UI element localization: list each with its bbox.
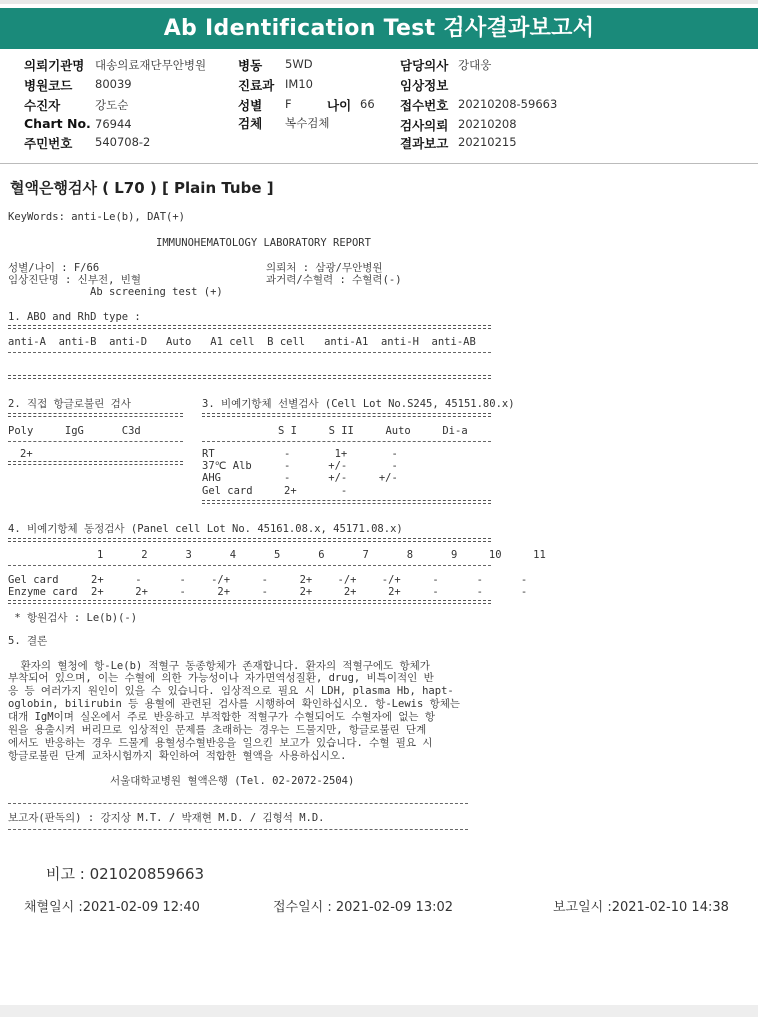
- screening-row-label: RT: [202, 448, 215, 460]
- screening-row-values: - +/- -: [284, 460, 398, 472]
- screening-row-label: Gel card: [202, 485, 253, 497]
- patient-label: 수진자: [24, 98, 61, 113]
- conclusion-line: 부착되어 있으며, 이는 수혈에 의한 가능성이나 자가면역성질환, drug, 비특이적인 반: [8, 672, 434, 684]
- divider: [202, 413, 491, 417]
- clinical-diagnosis: 임상진단명 : 신부전, 빈혈: [8, 274, 142, 286]
- conclusion-line: 에서도 반응하는 경우 드물게 용혈성수혈반응을 일으킨 보고가 있습니다. 수혈 필요 시: [8, 737, 433, 749]
- result-date-label: 결과보고: [400, 136, 449, 151]
- lab-name: 서울대학교병원 혈액은행 (Tel. 02-2072-2504): [110, 775, 355, 787]
- chart-no-value: 76944: [95, 117, 132, 131]
- request-date-label: 검사의뢰: [400, 118, 449, 133]
- doctor-label: 담당의사: [400, 58, 449, 73]
- divider: [8, 829, 468, 830]
- transfusion-history: 과거력/수혈력 : 수혈력(-): [266, 274, 402, 286]
- result-date-value: 20210215: [458, 135, 517, 149]
- panel-row-label: Enzyme card: [8, 586, 78, 598]
- reporter: 보고자(판독의) : 강지상 M.T. / 박재현 M.D. / 김형석 M.D.: [8, 812, 325, 824]
- receipt-no-value: 20210208-59663: [458, 97, 558, 111]
- conclusion-title: 5. 결론: [8, 635, 48, 647]
- requester: 의뢰처 : 삼광/무안병원: [266, 262, 383, 274]
- divider: [8, 441, 183, 442]
- conclusion-line: 환자의 혈청에 항-Le(b) 적혈구 동종항체가 존재합니다. 환자의 적혈구에도 항체가: [8, 660, 430, 672]
- divider: [8, 352, 491, 353]
- keywords: KeyWords: anti-Le(b), DAT(+): [8, 211, 186, 223]
- abo-headers: anti-A anti-B anti-D Auto A1 cell B cell anti-A1 anti-H anti-AB: [8, 336, 476, 348]
- conclusion-line: 응 등 여러가지 원인이 있을 수 있습니다. 임상적으로 필요 시 LDH, plasma Hb, hapt-: [8, 685, 454, 697]
- sex-label: 성별: [238, 98, 263, 113]
- screening-headers: S I S II Auto Di-a: [278, 425, 468, 437]
- panel-row-values: 2+ - - -/+ - 2+ -/+ -/+ - - -: [91, 574, 528, 586]
- clinical-diagnosis-2: Ab screening test (+): [90, 286, 223, 298]
- divider: [202, 441, 491, 442]
- ward-value: 5WD: [285, 57, 313, 71]
- dept-label: 진료과: [238, 78, 275, 93]
- panel-row-label: Gel card: [8, 574, 59, 586]
- clinical-info-label: 임상정보: [400, 78, 449, 93]
- panel-columns: 1 2 3 4 5 6 7 8 9 10 11: [97, 549, 546, 561]
- screening-title: 3. 비예기항체 선별검사 (Cell Lot No.S245, 45151.80.x): [202, 398, 515, 410]
- hospital-code-label: 병원코드: [24, 78, 73, 93]
- hospital-code-value: 80039: [95, 77, 132, 91]
- ward-label: 병동: [238, 58, 263, 73]
- specimen-value: 복수검체: [285, 116, 330, 130]
- chart-no-label: Chart No.: [24, 116, 91, 131]
- divider: [8, 413, 183, 417]
- divider: [8, 461, 183, 465]
- screening-row-values: - 1+ -: [284, 448, 398, 460]
- divider: [8, 803, 468, 804]
- dat-headers: Poly IgG C3d: [8, 425, 141, 437]
- resident-no-label: 주민번호: [24, 136, 73, 151]
- dat-title: 2. 직접 항글로불린 검사: [8, 398, 131, 410]
- top-border: [0, 0, 758, 4]
- panel-title: 4. 비예기항체 동정검사 (Panel cell Lot No. 45161.08.x, 45171.08.x): [8, 523, 403, 535]
- divider: [202, 500, 491, 504]
- conclusion-line: 항글로불린 단계 교차시험까지 확인하여 적합한 혈액을 사용하십시오.: [8, 750, 347, 762]
- resident-no-value: 540708-2: [95, 135, 151, 149]
- dat-value: 2+: [20, 448, 33, 460]
- patient-value: 강도순: [95, 98, 129, 112]
- screening-row-label: AHG: [202, 472, 221, 484]
- divider: [8, 325, 491, 329]
- age-label: 나이: [327, 98, 352, 113]
- bottom-border: [0, 1005, 758, 1017]
- abo-title: 1. ABO and RhD type :: [8, 311, 141, 323]
- collected-datetime: 채혈일시 :2021-02-09 12:40: [24, 900, 200, 915]
- conclusion-line: 원을 용출시켜 버리므로 임상적인 문제를 초래하는 경우는 드물지만, 항글로불린 단계: [8, 724, 427, 736]
- report-title: Ab Identification Test 검사결과보고서: [0, 8, 758, 49]
- conclusion-line: oglobin, bilirubin 등 용혈에 관련된 검사를 시행하여 확인하십시오. 항-Lewis 항체는: [8, 698, 461, 710]
- divider: [8, 538, 491, 542]
- screening-row-values: - +/- +/-: [284, 472, 398, 484]
- section-title: 혈액은행검사 ( L70 ) [ Plain Tube ]: [10, 179, 274, 197]
- screening-row-values: 2+ -: [284, 485, 348, 497]
- specimen-label: 검체: [238, 116, 263, 131]
- divider: [8, 565, 491, 566]
- request-date-value: 20210208: [458, 117, 517, 131]
- divider: [8, 600, 491, 604]
- sex-value: F: [285, 97, 292, 111]
- institution-label: 의뢰기관명: [24, 58, 85, 73]
- panel-row-values: 2+ 2+ - 2+ - 2+ 2+ 2+ - - -: [91, 586, 528, 598]
- divider: [8, 375, 491, 379]
- remark: 비고 : 021020859663: [46, 865, 205, 883]
- doctor-value: 강대웅: [458, 58, 492, 72]
- reported-datetime: 보고일시 :2021-02-10 14:38: [553, 900, 729, 915]
- sex-age: 성별/나이 : F/66: [8, 262, 100, 274]
- antigen-test: * 항원검사 : Le(b)(-): [8, 612, 138, 624]
- institution-value: 대송의료재단무안병원: [95, 58, 207, 72]
- conclusion-line: 대개 IgM이며 실온에서 주로 반응하고 부적합한 적혈구가 수혈되어도 수혈자에 없는 항: [8, 711, 436, 723]
- header-divider: [0, 163, 758, 164]
- screening-row-label: 37℃ Alb: [202, 460, 252, 472]
- lab-report-title: IMMUNOHEMATOLOGY LABORATORY REPORT: [156, 237, 371, 249]
- receipt-no-label: 접수번호: [400, 98, 449, 113]
- received-datetime: 접수일시 : 2021-02-09 13:02: [273, 900, 454, 915]
- dept-value: IM10: [285, 77, 313, 91]
- age-value: 66: [360, 97, 375, 111]
